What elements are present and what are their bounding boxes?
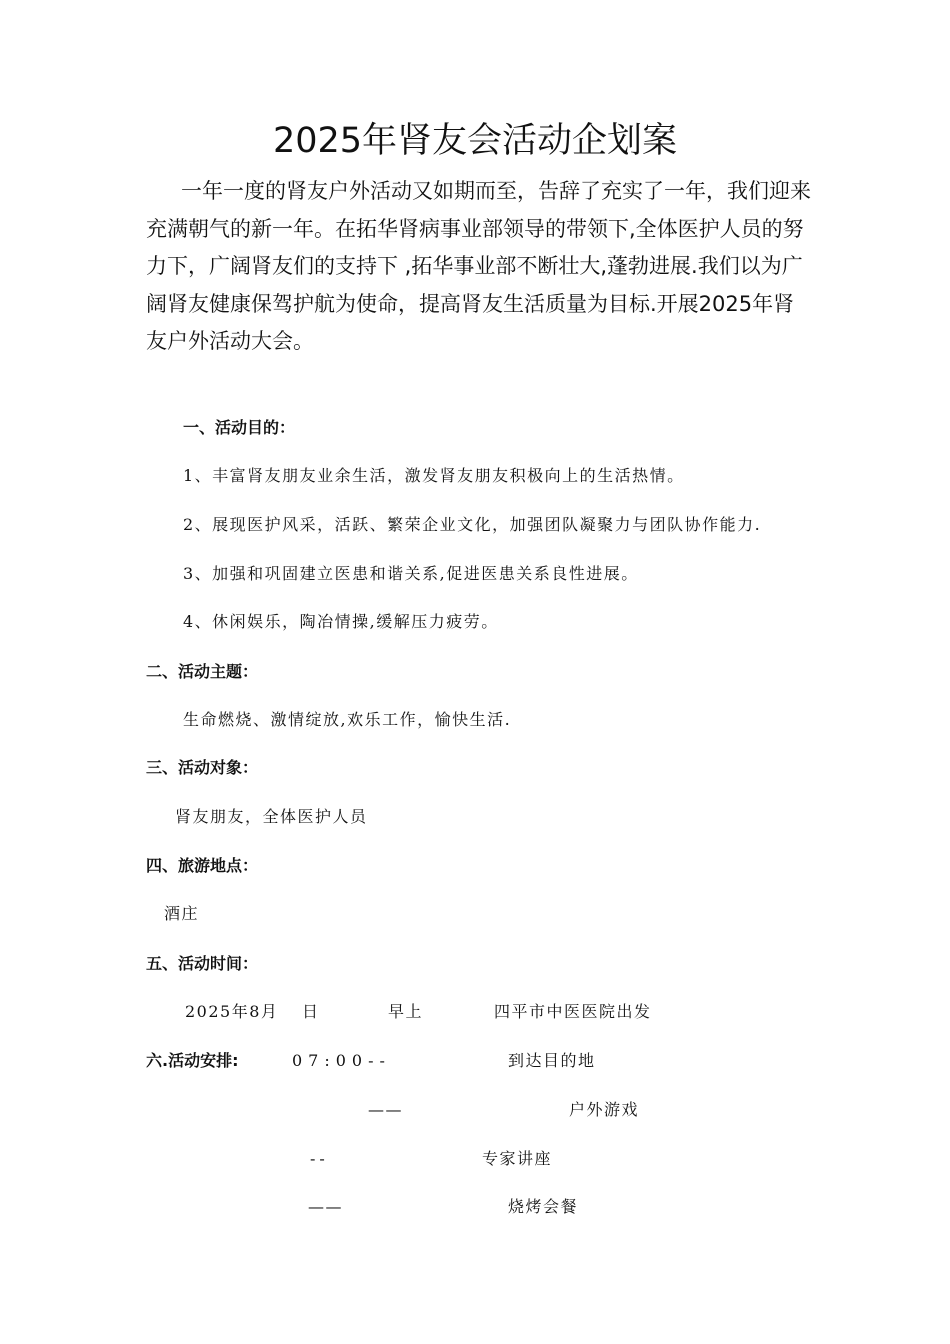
intro-paragraph xyxy=(146,173,811,361)
theme-text: 生命燃烧、激情绽放,欢乐工作，愉快生活. xyxy=(183,710,512,729)
section5-heading: 五、活动时间： xyxy=(146,954,259,973)
purpose-item-2: 2、展现医护风采，活跃、繁荣企业文化，加强团队凝聚力与团队协作能力. xyxy=(183,515,762,534)
section6-heading: 六.活动安排: xyxy=(146,1051,239,1070)
schedule-time-2: —— xyxy=(368,1100,403,1119)
intro-text: 一年一度的肾友户外活动又如期而至，告辞了充实了一年，我们迎来充满朝气的新一年。在拓华肾病事业部领导的带领下,全体医护人员的努力下，广阔肾友们的支持下 ,拓华事业部不断壮大,蓬勃进展.我们以为广阔肾友健康保驾护航为使命，提高肾友生活质量为目标.开展2025年肾友户外活动大会。 xyxy=(146,179,811,353)
schedule-time-4: —— xyxy=(308,1197,343,1216)
purpose-item-3: 3、加强和巩固建立医患和谐关系,促进医患关系良性进展。 xyxy=(183,564,639,583)
schedule-activity-3: 专家讲座 xyxy=(482,1149,553,1168)
purpose-item-4: 4、休闲娱乐，陶冶情操,缓解压力疲劳。 xyxy=(183,612,499,631)
section3-heading: 三、活动对象： xyxy=(146,758,259,777)
schedule-time-1: 07:00-- xyxy=(292,1051,391,1070)
schedule-activity-2: 户外游戏 xyxy=(569,1100,640,1119)
event-departure: 四平市中医医院出发 xyxy=(494,1002,652,1021)
schedule-activity-4: 烧烤会餐 xyxy=(508,1197,579,1216)
section2-heading: 二、活动主题： xyxy=(146,662,259,681)
purpose-item-1: 1、丰富肾友朋友业余生活，激发肾友朋友积极向上的生活热情。 xyxy=(183,466,685,485)
event-date: 2025年8月 xyxy=(185,1002,279,1021)
schedule-time-3: -- xyxy=(310,1149,329,1168)
document-title: 2025年肾友会活动企划案 xyxy=(272,121,678,161)
event-day: 日 xyxy=(302,1002,320,1021)
section1-heading: 一、活动目的： xyxy=(183,418,296,437)
section4-heading: 四、旅游地点： xyxy=(146,856,259,875)
event-period: 早上 xyxy=(388,1002,424,1021)
location-text: 酒庄 xyxy=(164,904,200,923)
audience-text: 肾友朋友，全体医护人员 xyxy=(175,807,368,826)
schedule-activity-1: 到达目的地 xyxy=(508,1051,596,1070)
